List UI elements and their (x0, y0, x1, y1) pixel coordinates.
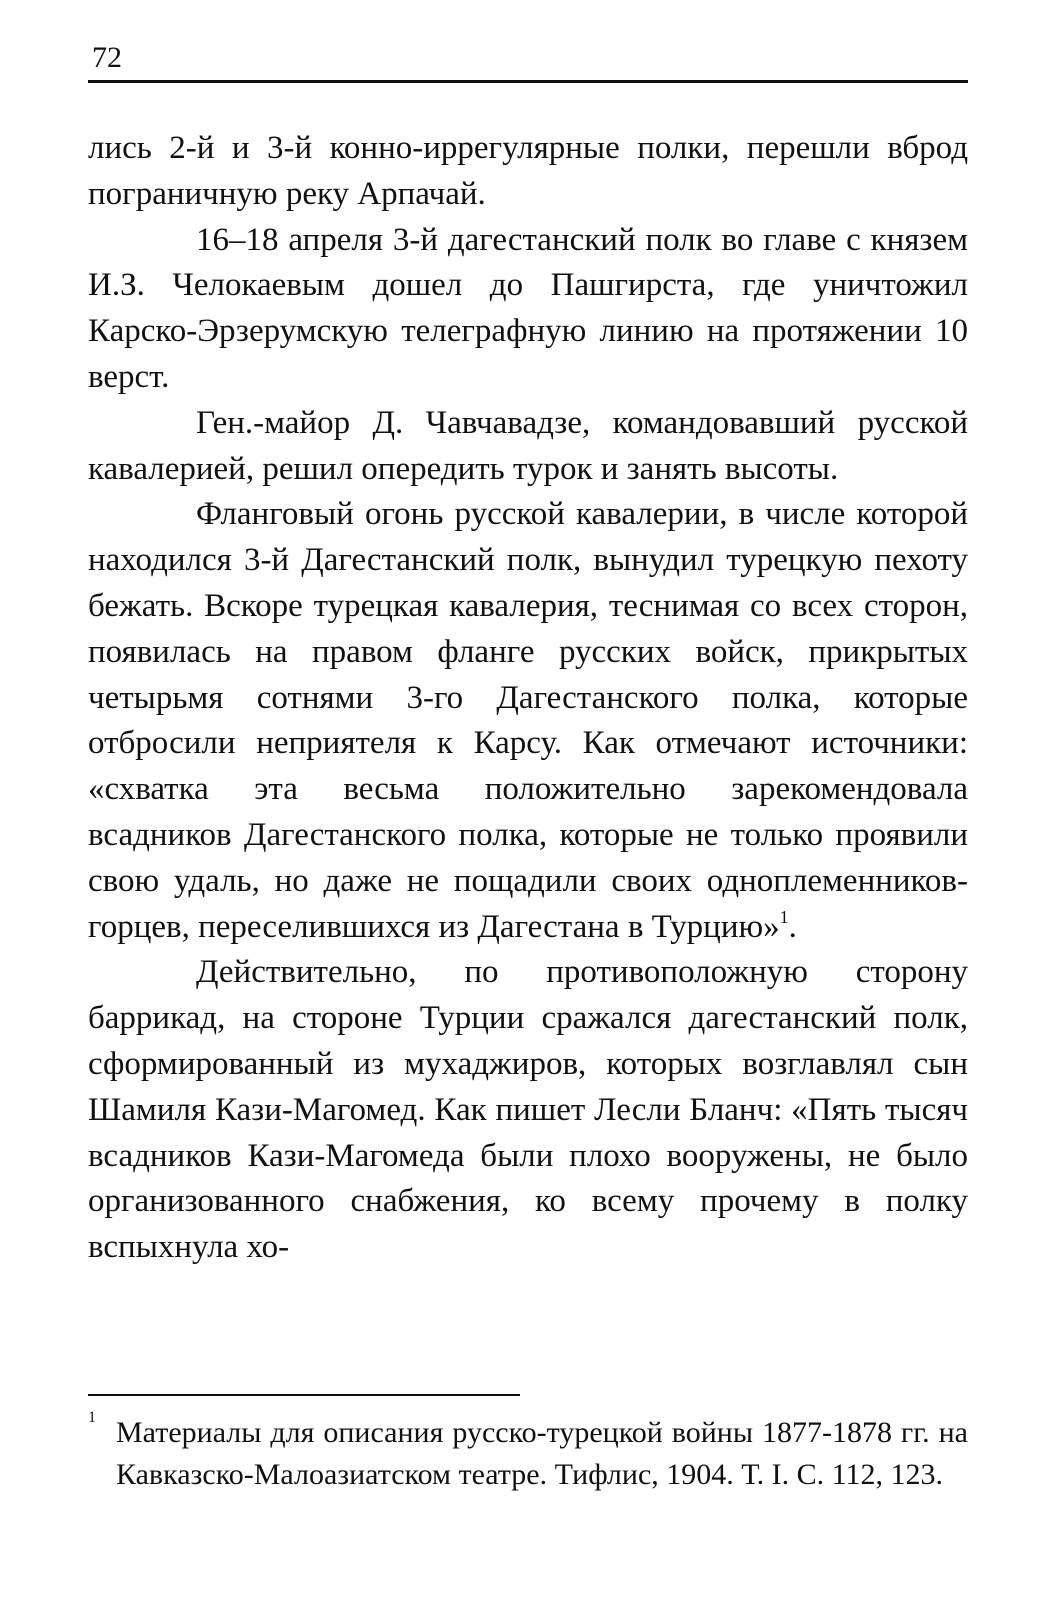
footnote-text: Материалы для описания русско-турецкой войны 1877-1878 гг. на Кавказско-Малоазиатском театре. Тифлис, 1904. Т. I. С. 112, 123. (116, 1416, 968, 1491)
book-page (88, 34, 968, 1574)
page-header (88, 34, 968, 84)
footnote-rule (88, 1394, 520, 1396)
paragraph-4-text: Фланговый огонь русской кавалерии, в числе которой находился 3-й Дагестанский полк, вынудил турецкую пехоту бежать. Вскоре турецкая кавалерия, теснимая со всех сторон, появилась на правом фланге русских войск, прикрытых четырьмя сотнями 3-го Дагестанского полка, которые отбросили неприятеля к Карсу. Как отмечают источники: «схватка эта весьма положительно зарекомендовала всадников Дагестанского полка, которые не только проявили свою удаль, но даже не пощадили своих одноплеменников-горцев, переселившихся из Дагестана в Турцию» (88, 496, 968, 945)
paragraph-4 (88, 492, 968, 950)
footnote-reference: 1 (779, 906, 789, 927)
footnote-marker: 1 (88, 1409, 96, 1426)
paragraph-3: Ген.-майор Д. Чавчавадзе, командовавший русской кавалерией, решил опередить турок и занять высоты. (88, 404, 968, 487)
paragraph-5: Действительно, по противоположную сторону баррикад, на стороне Турции сражался дагестанский полк, сформированный из мухаджиров, которых возглавлял сын Шамиля Кази-Магомед. Как пишет Лесли Бланч: «Пять тысяч всадников Кази-Магомеда были плохо вооружены, не было организованного снабжения, ко всему прочему в полку вспыхнула хо- (88, 954, 968, 1266)
body-text (88, 126, 968, 1271)
paragraph-2: 16–18 апреля 3-й дагестанский полк во главе с князем И.З. Челокаевым дошел до Пашгирста, где уничтожил Карско-Эрзерумскую телеграфную линию на протяжении 10 верст. (88, 221, 968, 395)
paragraph-1: лись 2-й и 3-й конно-иррегулярные полки, перешли вброд пограничную реку Арпачай. (88, 130, 968, 212)
footnotes (88, 1409, 968, 1496)
footnote-reference-punctuation: . (788, 908, 797, 945)
page-number: 72 (92, 41, 122, 74)
footnote-1 (88, 1409, 968, 1496)
header-rule (88, 80, 968, 83)
